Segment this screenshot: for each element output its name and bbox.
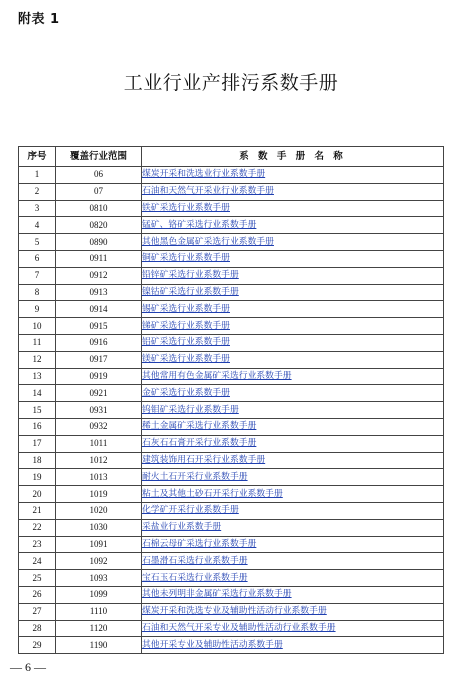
table-row <box>19 486 444 503</box>
industry-code: 0911 <box>56 250 142 267</box>
row-number: 8 <box>19 284 56 301</box>
manual-link[interactable]: 镁矿采选行业系数手册 <box>142 354 230 365</box>
row-number: 10 <box>19 318 56 335</box>
industry-code: 1110 <box>56 603 142 620</box>
manual-name-cell <box>142 368 444 385</box>
manual-name-cell <box>142 351 444 368</box>
manual-name-cell <box>142 318 444 335</box>
row-number: 1 <box>19 167 56 184</box>
manual-name-cell <box>142 603 444 620</box>
manual-name-cell <box>142 620 444 637</box>
industry-code: 1019 <box>56 486 142 503</box>
manual-link[interactable]: 铜矿采选行业系数手册 <box>142 253 230 264</box>
page-number: — 6 — <box>10 660 46 674</box>
table-row <box>19 452 444 469</box>
row-number: 18 <box>19 452 56 469</box>
manual-link[interactable]: 铅锌矿采选行业系数手册 <box>142 270 239 281</box>
manual-link[interactable]: 其他未列明非金属矿采选行业系数手册 <box>142 589 292 600</box>
industry-code: 1013 <box>56 469 142 486</box>
header-row <box>19 147 444 167</box>
manual-link[interactable]: 煤炭开采和洗选专业及辅助性活动行业系数手册 <box>142 606 327 617</box>
row-number: 15 <box>19 402 56 419</box>
manual-link[interactable]: 石油和天然气开采专业及辅助性活动行业系数手册 <box>142 622 336 633</box>
manual-link[interactable]: 宝石玉石采选行业系数手册 <box>142 572 248 583</box>
row-number: 17 <box>19 435 56 452</box>
industry-code: 0820 <box>56 217 142 234</box>
table-row <box>19 418 444 435</box>
industry-code: 0810 <box>56 200 142 217</box>
appendix-label: 附表 1 <box>18 12 60 27</box>
row-number: 24 <box>19 553 56 570</box>
table-row <box>19 167 444 184</box>
industry-code: 1099 <box>56 586 142 603</box>
manual-name-cell <box>142 167 444 184</box>
manual-link[interactable]: 建筑装饰用石开采行业系数手册 <box>142 454 266 465</box>
industry-code: 07 <box>56 183 142 200</box>
manual-name-cell <box>142 385 444 402</box>
row-number: 28 <box>19 620 56 637</box>
row-number: 3 <box>19 200 56 217</box>
industry-code: 1011 <box>56 435 142 452</box>
manual-link[interactable]: 锡矿采选行业系数手册 <box>142 303 230 314</box>
manual-name-cell <box>142 586 444 603</box>
row-number: 2 <box>19 183 56 200</box>
industry-code: 0913 <box>56 284 142 301</box>
table-header <box>19 147 444 167</box>
manual-link[interactable]: 其他常用有色金属矿采选行业系数手册 <box>142 370 292 381</box>
industry-code: 1012 <box>56 452 142 469</box>
table-row <box>19 519 444 536</box>
manual-name-cell <box>142 519 444 536</box>
row-number: 23 <box>19 536 56 553</box>
manual-link[interactable]: 镍钴矿采选行业系数手册 <box>142 286 239 297</box>
row-number: 22 <box>19 519 56 536</box>
industry-code: 0931 <box>56 402 142 419</box>
manual-name-cell <box>142 469 444 486</box>
manual-link[interactable]: 化学矿开采行业系数手册 <box>142 505 239 516</box>
row-number: 29 <box>19 637 56 654</box>
manual-link[interactable]: 稀土金属矿采选行业系数手册 <box>142 421 257 432</box>
industry-code: 1120 <box>56 620 142 637</box>
manual-link[interactable]: 金矿采选行业系数手册 <box>142 387 230 398</box>
table-row <box>19 536 444 553</box>
industry-code: 0890 <box>56 234 142 251</box>
manual-name-cell <box>142 250 444 267</box>
industry-code: 1093 <box>56 570 142 587</box>
manual-name-cell <box>142 234 444 251</box>
manual-name-cell <box>142 217 444 234</box>
table-row <box>19 469 444 486</box>
manual-name-cell <box>142 553 444 570</box>
column-header-name: 系 数 手 册 名 称 <box>142 147 444 167</box>
row-number: 9 <box>19 301 56 318</box>
row-number: 27 <box>19 603 56 620</box>
manual-name-cell <box>142 570 444 587</box>
column-header-no: 序号 <box>19 147 56 167</box>
row-number: 26 <box>19 586 56 603</box>
manual-link[interactable]: 耐火土石开采行业系数手册 <box>142 471 248 482</box>
table-row <box>19 351 444 368</box>
table-row <box>19 267 444 284</box>
table-row <box>19 402 444 419</box>
manual-name-cell <box>142 200 444 217</box>
manual-name-cell <box>142 435 444 452</box>
manual-link[interactable]: 铝矿采选行业系数手册 <box>142 337 230 348</box>
manual-link[interactable]: 采盐业行业系数手册 <box>142 522 222 533</box>
industry-code: 0917 <box>56 351 142 368</box>
row-number: 14 <box>19 385 56 402</box>
table-row <box>19 435 444 452</box>
row-number: 21 <box>19 502 56 519</box>
table-body <box>19 167 444 654</box>
table-row <box>19 234 444 251</box>
row-number: 19 <box>19 469 56 486</box>
manual-name-cell <box>142 418 444 435</box>
row-number: 4 <box>19 217 56 234</box>
manual-link[interactable]: 钨钼矿采选行业系数手册 <box>142 404 239 415</box>
table-row <box>19 250 444 267</box>
manual-link[interactable]: 粘土及其他土砂石开采行业系数手册 <box>142 488 283 499</box>
industry-code: 06 <box>56 167 142 184</box>
industry-code: 1092 <box>56 553 142 570</box>
manual-table <box>18 146 444 654</box>
row-number: 6 <box>19 250 56 267</box>
row-number: 20 <box>19 486 56 503</box>
manual-link[interactable]: 其他黑色金属矿采选行业系数手册 <box>142 236 274 247</box>
table-row <box>19 637 444 654</box>
row-number: 7 <box>19 267 56 284</box>
manual-name-cell <box>142 452 444 469</box>
manual-link[interactable]: 石墨滑石采选行业系数手册 <box>142 555 248 566</box>
industry-code: 0915 <box>56 318 142 335</box>
table-row <box>19 301 444 318</box>
manual-link[interactable]: 石灰石石膏开采行业系数手册 <box>142 438 257 449</box>
row-number: 5 <box>19 234 56 251</box>
table-row <box>19 603 444 620</box>
table-row <box>19 385 444 402</box>
manual-link[interactable]: 石棉云母矿采选行业系数手册 <box>142 538 257 549</box>
manual-link[interactable]: 煤炭开采和洗选业行业系数手册 <box>142 169 266 180</box>
column-header-scope: 覆盖行业范围 <box>56 147 142 167</box>
table-row <box>19 334 444 351</box>
row-number: 12 <box>19 351 56 368</box>
manual-link[interactable]: 石油和天然气开采业行业系数手册 <box>142 186 274 197</box>
table-row <box>19 284 444 301</box>
manual-name-cell <box>142 301 444 318</box>
table-row <box>19 553 444 570</box>
industry-code: 0916 <box>56 334 142 351</box>
table-row <box>19 217 444 234</box>
table-row <box>19 620 444 637</box>
row-number: 16 <box>19 418 56 435</box>
manual-name-cell <box>142 267 444 284</box>
table-row <box>19 368 444 385</box>
industry-code: 0914 <box>56 301 142 318</box>
industry-code: 0919 <box>56 368 142 385</box>
manual-name-cell <box>142 183 444 200</box>
table-row <box>19 318 444 335</box>
industry-code: 1020 <box>56 502 142 519</box>
table-row <box>19 502 444 519</box>
industry-code: 1030 <box>56 519 142 536</box>
manual-name-cell <box>142 536 444 553</box>
page-title: 工业行业产排污系数手册 <box>123 72 339 94</box>
manual-name-cell <box>142 637 444 654</box>
industry-code: 0912 <box>56 267 142 284</box>
manual-name-cell <box>142 284 444 301</box>
manual-link[interactable]: 其他开采专业及辅助性活动系数手册 <box>142 639 283 650</box>
manual-link[interactable]: 锑矿采选行业系数手册 <box>142 320 230 331</box>
manual-name-cell <box>142 402 444 419</box>
table-row <box>19 586 444 603</box>
industry-code: 1190 <box>56 637 142 654</box>
industry-code: 0921 <box>56 385 142 402</box>
table-row <box>19 183 444 200</box>
manual-name-cell <box>142 486 444 503</box>
manual-name-cell <box>142 334 444 351</box>
table-row <box>19 200 444 217</box>
manual-link[interactable]: 锰矿、铬矿采选行业系数手册 <box>142 219 257 230</box>
row-number: 25 <box>19 570 56 587</box>
table-row <box>19 570 444 587</box>
manual-link[interactable]: 铁矿采选行业系数手册 <box>142 202 230 213</box>
industry-code: 1091 <box>56 536 142 553</box>
row-number: 13 <box>19 368 56 385</box>
row-number: 11 <box>19 334 56 351</box>
manual-name-cell <box>142 502 444 519</box>
industry-code: 0932 <box>56 418 142 435</box>
